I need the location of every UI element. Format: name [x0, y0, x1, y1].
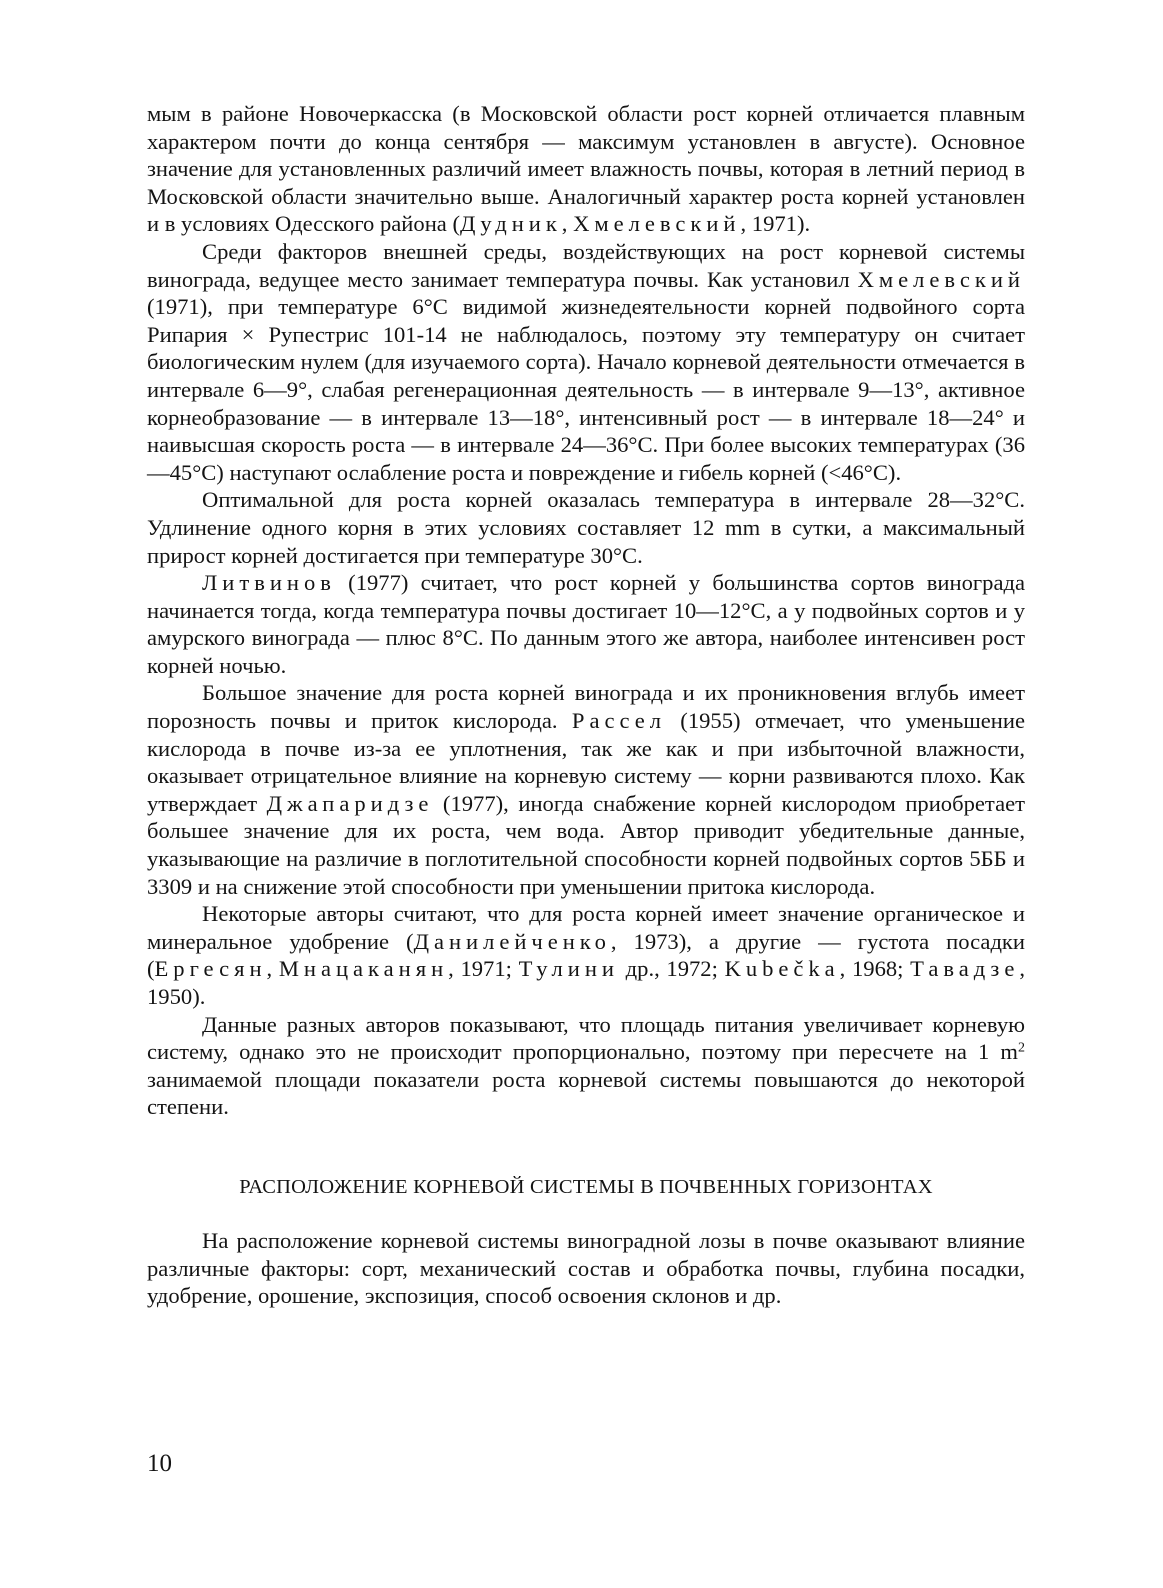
text-run: , 1973), а другие — густота посадки ( — [147, 928, 1026, 982]
text-run: Среди факторов внешней среды, воздействующих на рост корневой системы винограда, ведущее место занимает температура почвы. Как установил — [147, 238, 1025, 292]
author-name: Kubečka — [724, 956, 840, 982]
author-name: Дудник — [460, 211, 562, 237]
paragraph — [147, 1011, 1025, 1121]
text-run: (1971), при температуре 6°С видимой жизнедеятельности корней подвойного сорта Рипария × Рупестрис 101-14 не наблюдалось, поэтому эту температуру он считает биологическим нулем (для изучаемого сорта). Начало корневой деятельности отмечается в интервале 6—9°, слабая регенерационная деятельность — в интервале 9—13°, активное корнеобразование — в интервале 13—18°, интенсивный рост — в интервале 18—24° и наивысшая скорость роста — в интервале 24—36°С. При более высоких температурах (36—45°С) наступают ослабление роста и повреждение и гибель корней (<46°С). — [147, 294, 1025, 485]
text-run: занимаемой площади показатели роста корневой системы повышаются до некоторой степени. — [147, 1066, 1025, 1120]
text-run: , 1971). — [740, 211, 811, 237]
text-run: (1977), иногда снабжение корней кислородом приобретает большее значение для их роста, чем вода. Автор приводит убедительные данные, указывающие на различие в поглотительной способности корней подвойных сортов 5ББ и 3309 и на снижение этой способности при уменьшении притока кислорода. — [147, 790, 1025, 899]
text-run: др., 1972; — [618, 956, 725, 982]
author-name: Хмелевский — [573, 211, 741, 237]
author-name: Литвинов — [202, 570, 336, 596]
paragraph — [147, 486, 1025, 569]
paragraph — [147, 679, 1025, 900]
text-run: , 1971; — [448, 956, 519, 982]
paragraph — [147, 569, 1025, 679]
section-heading: РАСПОЛОЖЕНИЕ КОРНЕВОЙ СИСТЕМЫ В ПОЧВЕННЫХ ГОРИЗОНТАХ — [239, 1175, 933, 1198]
text-run: Оптимальной для роста корней оказалась температура в интервале 28—32°С. Удлинение одного корня в этих условиях составляет 12 mm в сутки, а максимальный прирост корней достигается при температуре 30°С. — [147, 487, 1025, 568]
paragraph — [147, 238, 1025, 486]
paragraph — [147, 900, 1025, 1010]
author-name: Мнацаканян — [278, 956, 449, 982]
author-name: Тулини — [518, 956, 619, 982]
text-run: Некоторые авторы считают, что для роста корней имеет значение органическое и минеральное удобрение ( — [147, 901, 1025, 954]
superscript: 2 — [1018, 1040, 1025, 1056]
text-run: , 1968; — [839, 956, 911, 982]
text-run: (1955) отмечает, что уменьшение кислорода в почве из-за ее уплотнения, так же как и при избыточной влажности, оказывает отрицательное влияние на корневую систему — корни развиваются плохо. Как утверждает — [147, 708, 1025, 816]
author-name: Тавадзе — [910, 956, 1020, 982]
text-run: , — [561, 211, 574, 237]
text-run: Данные разных авторов показывают, что площадь питания увеличивает корневую систему, однако это не происходит пропорционально, поэтому при пересчете на 1 m — [147, 1011, 1025, 1065]
text-run: , — [266, 956, 279, 982]
section-paragraph: На расположение корневой системы виноградной лозы в почве оказывают влияние различные факторы: сорт, механический состав и обработка почвы, глубина посадки, удобрение, орошение, экспозиция, способ освоения склонов и др. — [147, 1227, 1025, 1309]
text-run: (1977) считает, что рост корней у большинства сортов винограда начинается тогда, когда температура почвы достигает 10—12°С, а у подвойных сортов и у амурского винограда — плюс 8°С. По данным этого же автора, наиболее интенсивен рост корней ночью. — [147, 570, 1025, 678]
text-run: мым в районе Новочеркасска (в Московской области рост корней отличается плавным характером почти до конца сентября — максимум установлен в августе). Основное значение для установленных различий имеет влажность почвы, которая в летний период в Московской области значительно выше. Аналогичный характер роста корней установлен и в условиях Одесского района ( — [147, 101, 1025, 237]
text-run: Большое значение для роста корней винограда и их проникновения вглубь имеет порозность почвы и приток кислорода. — [147, 680, 1025, 734]
page-number: 10 — [147, 1450, 172, 1477]
author-name: Рассел — [571, 708, 666, 734]
author-name: Джапаридзе — [266, 790, 434, 816]
author-name: Данилейченко — [413, 928, 611, 954]
paragraph — [147, 100, 1025, 238]
text-block — [147, 100, 1025, 1121]
page-body — [147, 100, 1025, 1310]
author-name: Хмелевский — [857, 266, 1025, 292]
author-name: Ергесян — [154, 956, 267, 982]
text-run: , 1950). — [147, 956, 1025, 1009]
